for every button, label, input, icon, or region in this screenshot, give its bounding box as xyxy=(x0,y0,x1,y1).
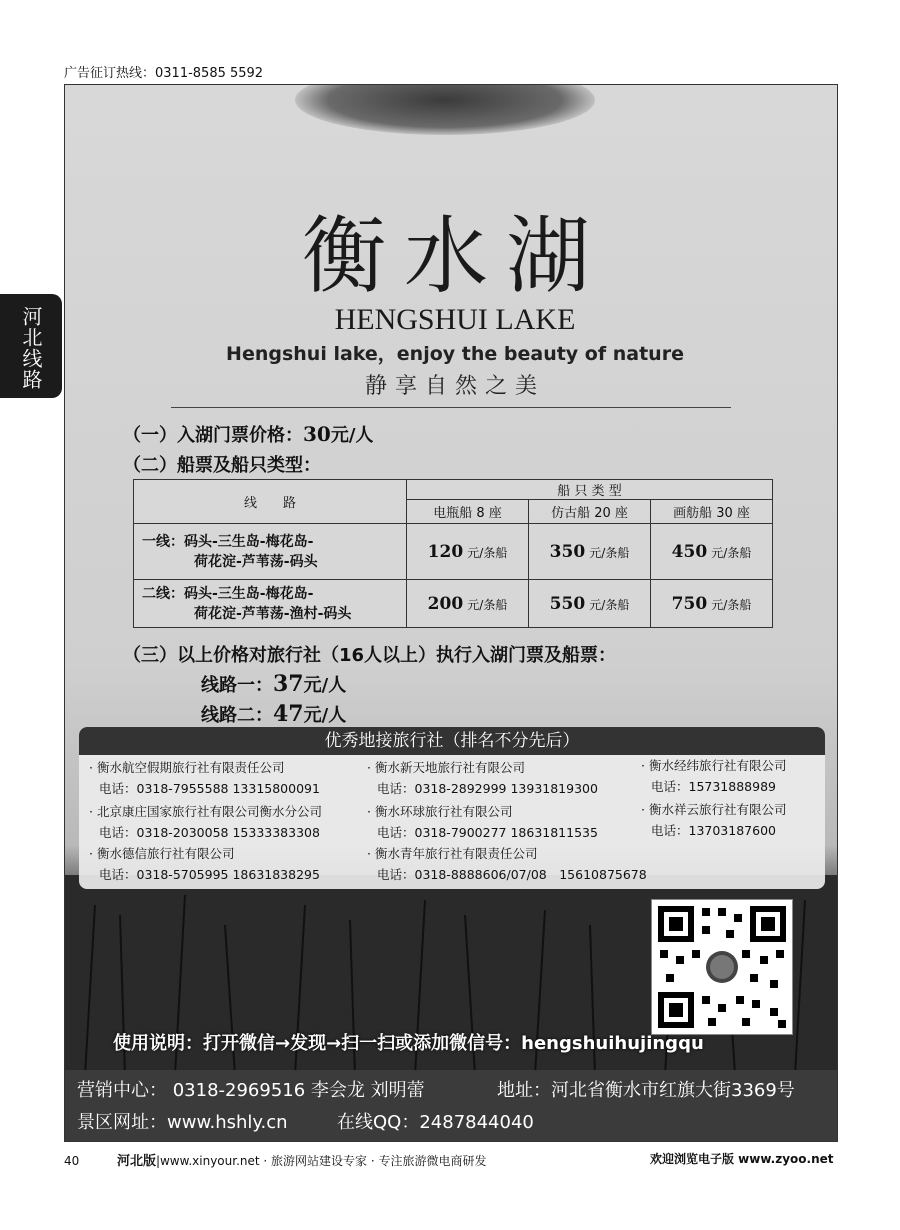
agency-phone: 电话：0318-7900277 18631811535 xyxy=(377,825,598,840)
price: 200 xyxy=(427,593,464,614)
table-row xyxy=(134,524,773,580)
agency-phone: 电话：0318-7955588 13315800091 xyxy=(99,781,320,796)
sales-center: 营销中心： 0318-2969516 李会龙 刘明蕾 xyxy=(77,1080,425,1101)
route-line: 荷花淀-芦苇荡-渔村-码头 xyxy=(194,605,352,622)
price-cell xyxy=(407,580,529,628)
ad-hotline: 广告征订热线：0311-8585 5592 xyxy=(64,66,264,81)
boat-price-table xyxy=(133,479,773,628)
agency-phone: 电话：0318-2030058 15333383308 xyxy=(99,825,320,840)
slogan-chinese: 静享自然之美 xyxy=(364,374,545,399)
line2-price xyxy=(201,701,346,727)
agency-name: · 衡水青年旅行社有限责任公司 xyxy=(367,846,538,861)
ticket-price-value: 30 xyxy=(303,422,331,446)
price-unit: 元/条船 xyxy=(711,597,752,612)
agency-phone: 电话：13703187600 xyxy=(651,823,776,838)
price-unit: 元/条船 xyxy=(711,545,752,560)
agency-phone: 电话：0318-8888606/07/08 15610875678 xyxy=(377,867,647,882)
price: 350 xyxy=(549,541,586,562)
footer-ebook-link[interactable]: 欢迎浏览电子版 www.zyoo.net xyxy=(650,1152,834,1166)
price-unit: 元/条船 xyxy=(589,597,630,612)
price: 550 xyxy=(549,593,586,614)
agency-discount-title: （三）以上价格对旅行社（16人以上）执行入湖门票及船票： xyxy=(123,645,617,666)
title-chinese: 衡水湖 xyxy=(301,207,608,305)
address: 地址：河北省衡水市红旗大街3369号 xyxy=(497,1080,795,1101)
price-unit: 元/条船 xyxy=(467,597,508,612)
agency-name: · 衡水环球旅行社有限公司 xyxy=(367,804,513,819)
agency-phone: 电话：15731888989 xyxy=(651,779,776,794)
title-english: HENGSHUI LAKE xyxy=(334,303,576,336)
contact-bar xyxy=(65,1070,837,1142)
agency-name: · 衡水德信旅行社有限公司 xyxy=(89,846,235,861)
price: 750 xyxy=(671,593,708,614)
agency-item xyxy=(89,757,320,799)
divider xyxy=(171,407,731,408)
agency-name: · 衡水经纬旅行社有限公司 xyxy=(641,758,787,773)
route-line: 二线：码头-三生岛-梅花岛- xyxy=(142,585,314,602)
ticket-price-unit: 元/人 xyxy=(330,425,374,446)
agency-item xyxy=(641,799,786,841)
price-cell xyxy=(651,524,773,580)
header-boat-1: 电瓶船 8 座 xyxy=(407,500,529,524)
qr-code-icon xyxy=(652,900,792,1034)
agency-item xyxy=(367,757,598,799)
usage-instructions: 使用说明：打开微信→发现→扫一扫或添加微信号：hengshuihujingqu xyxy=(113,1033,704,1054)
edition-label: 河北版 xyxy=(116,1154,156,1169)
price-cell xyxy=(651,580,773,628)
price-unit: 元/条船 xyxy=(467,545,508,560)
price-unit: 元/条船 xyxy=(589,545,630,560)
header-boat-2: 仿古船 20 座 xyxy=(529,500,651,524)
route-cell xyxy=(134,524,407,580)
cloud-decoration xyxy=(295,84,595,135)
line1-price xyxy=(201,671,346,697)
online-qq: 在线QQ：2487844040 xyxy=(337,1112,534,1133)
region-tab: 河北线路 xyxy=(0,294,62,398)
line-price-unit: 元/人 xyxy=(303,705,347,726)
line-price-value: 47 xyxy=(273,701,304,727)
agency-item xyxy=(641,755,786,797)
footer-slogan: |www.xinyour.net · 旅游网站建设专家 · 专注旅游微电商研发 xyxy=(155,1154,487,1168)
line-label: 线路一： xyxy=(201,675,273,696)
header-route: 线 路 xyxy=(134,480,407,524)
ticket-price-label: （一）入湖门票价格： xyxy=(123,425,303,446)
page-number: 40 xyxy=(64,1154,80,1168)
line-label: 线路二： xyxy=(201,705,273,726)
price-cell xyxy=(529,580,651,628)
agency-name: · 衡水航空假期旅行社有限责任公司 xyxy=(89,760,285,775)
ticket-price xyxy=(123,421,373,447)
line-price-value: 37 xyxy=(273,671,304,697)
boat-section-title: （二）船票及船只类型： xyxy=(123,455,321,476)
price-cell xyxy=(407,524,529,580)
qr-code[interactable] xyxy=(651,899,793,1035)
price: 450 xyxy=(671,541,708,562)
route-cell xyxy=(134,580,407,628)
agency-name: · 衡水新天地旅行社有限公司 xyxy=(367,760,525,775)
header-boat-types: 船 只 类 型 xyxy=(407,480,773,500)
route-line: 荷花淀-芦苇荡-码头 xyxy=(194,553,318,570)
agency-item xyxy=(367,843,647,885)
advertisement-frame xyxy=(64,84,838,1142)
agency-item xyxy=(89,801,322,843)
agency-name: · 衡水祥云旅行社有限公司 xyxy=(641,802,787,817)
header-boat-3: 画舫船 30 座 xyxy=(651,500,773,524)
line-price-unit: 元/人 xyxy=(303,675,347,696)
agency-phone: 电话：0318-5705995 18631838295 xyxy=(99,867,320,882)
agency-panel xyxy=(79,727,825,889)
route-line: 一线：码头-三生岛-梅花岛- xyxy=(142,533,314,550)
agency-item xyxy=(367,801,598,843)
agency-phone: 电话：0318-2892999 13931819300 xyxy=(377,781,598,796)
price: 120 xyxy=(427,541,464,562)
agency-panel-title: 优秀地接旅行社（排名不分先后） xyxy=(79,727,825,755)
agency-name: · 北京康庄国家旅行社有限公司衡水分公司 xyxy=(89,804,322,819)
price-cell xyxy=(529,524,651,580)
agency-item xyxy=(89,843,320,885)
table-row xyxy=(134,580,773,628)
website[interactable]: 景区网址：www.hshly.cn xyxy=(77,1112,288,1133)
slogan-english: Hengshui lake，enjoy the beauty of nature xyxy=(226,343,684,365)
footer-left xyxy=(64,1150,486,1169)
